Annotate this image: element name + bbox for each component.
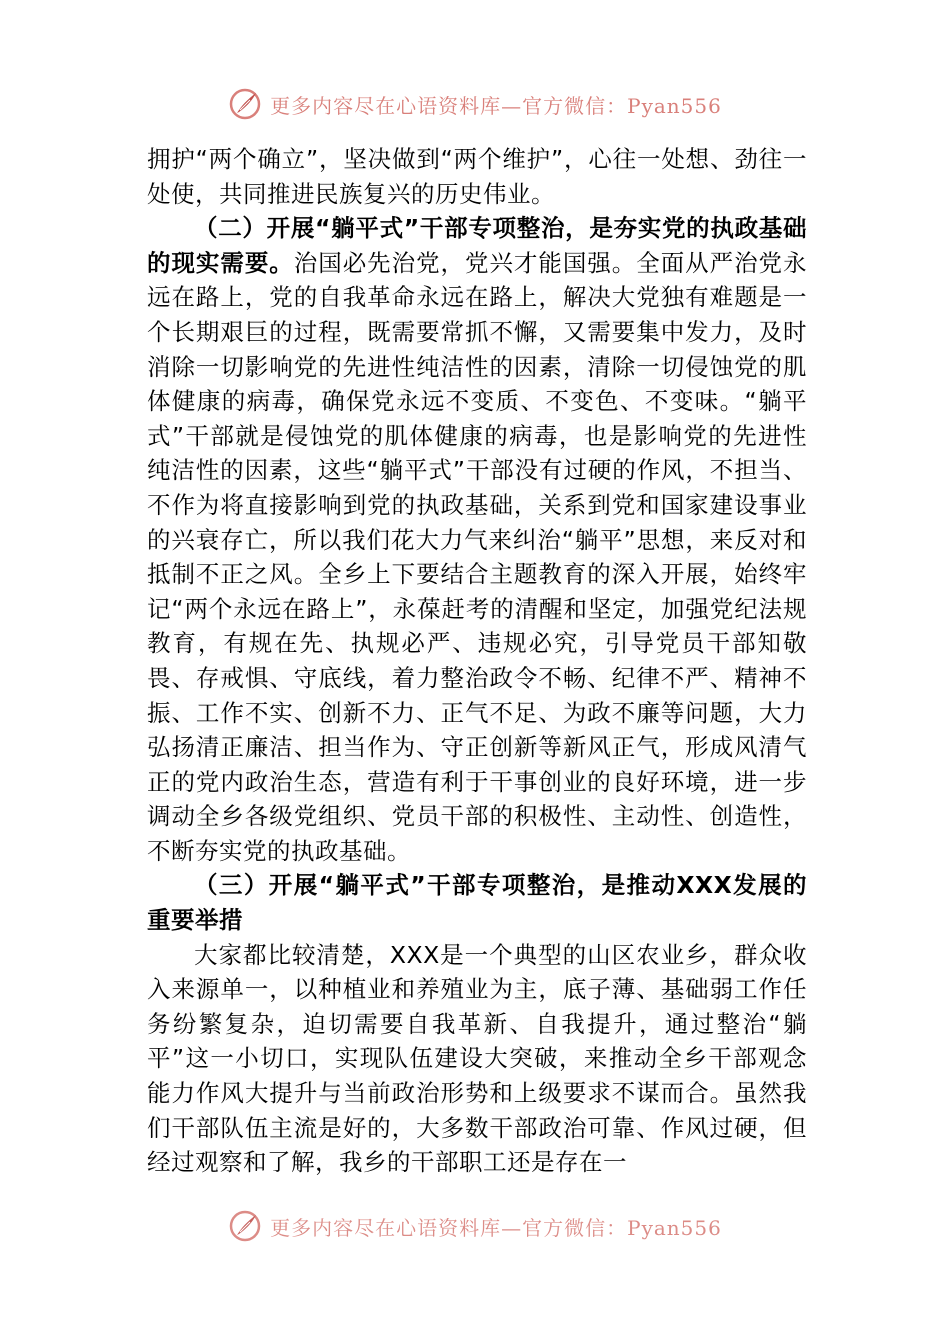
watermark-header [0,84,950,124]
watermark-text: 更多内容尽在心语资料库—官方微信：Pyan556 [270,1215,722,1240]
quill-logo-icon [228,1209,262,1243]
section-two-heading: （二）开展“躺平式”干部专项整治，是夯实党的执政基础的现实需要。 [147,214,807,277]
watermark-footer [0,1206,950,1246]
paragraph-section-two [147,211,807,868]
paragraph-section-three-body: 大家都比较清楚，XXX是一个典型的山区农业乡，群众收入来源单一，以种植业和养殖业为主，底子薄、基础弱工作任务纷繁复杂，迫切需要自我革新、自我提升，通过整治“躺平”这一小切口，实现队伍建设大突破，来推动全乡干部观念能力作风大提升与当前政治形势和上级要求不谋而合。虽然我们干部队伍主流是好的，大多数干部政治可靠、作风过硬，但经过观察和了解，我乡的干部职工还是存在一 [147,940,807,1177]
section-two-body: 治国必先治党，党兴才能国强。全面从严治党永远在路上，党的自我革命永远在路上，解决大党独有难题是一个长期艰巨的过程，既需要常抓不懈，又需要集中发力，及时消除一切影响党的先进性纯洁性的因素，清除一切侵蚀党的肌体健康的病毒，确保党永远不变质、不变色、不变味。“躺平式”干部就是侵蚀党的肌体健康的病毒，也是影响党的先进性纯洁性的因素，这些“躺平式”干部没有过硬的作风，不担当、不作为将直接影响到党的执政基础，关系到党和国家建设事业的兴衰存亡，所以我们花大力气来纠治“躺平”思想，来反对和抵制不正之风。全乡上下要结合主题教育的深入开展，始终牢记“两个永远在路上”，永葆赶考的清醒和坚定，加强党纪法规教育，有规在先、执规必严、违规必究，引导党员干部知敬畏、存戒惧、守底线，着力整治政令不畅、纪律不严、精神不振、工作不实、创新不力、正气不足、为政不廉等问题，大力弘扬清正廉洁、担当作为、守正创新等新风正气，形成风清气正的党内政治生态，营造有利于干事创业的良好环境，进一步调动全乡各级党组织、党员干部的积极性、主动性、创造性，不断夯实党的执政基础。 [147,248,808,865]
document-body [147,142,807,1180]
section-three-heading: （三）开展“躺平式”干部专项整治，是推动XXX发展的重要举措 [147,871,807,935]
watermark-text: 更多内容尽在心语资料库—官方微信：Pyan556 [270,93,722,118]
paragraph-continuation: 拥护“两个确立”，坚决做到“两个维护”，心往一处想、劲往一处使，共同推进民族复兴的历史伟业。 [147,145,807,208]
quill-logo-icon [228,87,262,121]
